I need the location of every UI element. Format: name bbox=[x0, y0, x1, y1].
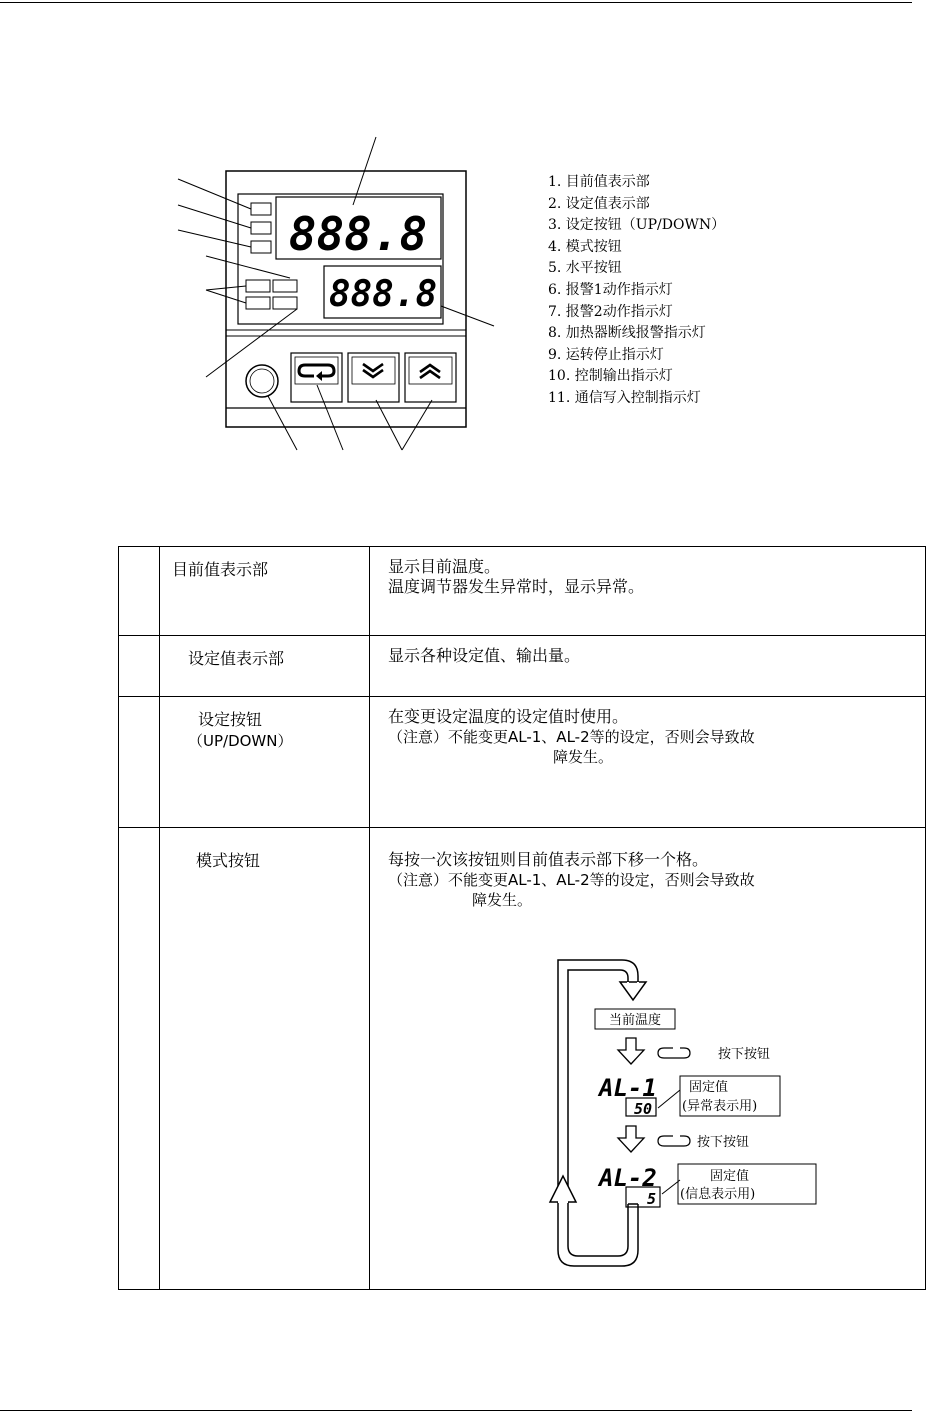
table-row bbox=[119, 636, 926, 697]
arrow-up-icon bbox=[550, 1176, 576, 1202]
legend-item: 2. 设定值表示部 bbox=[548, 195, 650, 212]
top-rule bbox=[0, 2, 912, 3]
indicator-lamp-6 bbox=[246, 297, 270, 309]
indicator-lamp-3 bbox=[251, 241, 271, 253]
pv-digits: 888.8 bbox=[288, 207, 428, 261]
double-chevron-down-icon bbox=[363, 364, 383, 377]
legend-item: 8. 加热器断线报警指示灯 bbox=[548, 325, 706, 342]
part-name: 设定按钮 bbox=[198, 710, 263, 729]
part-name: 目前值表示部 bbox=[172, 560, 269, 579]
al1-value: 50 bbox=[633, 1100, 652, 1118]
indicator-lamp-2 bbox=[251, 222, 271, 234]
bottom-rule bbox=[0, 1410, 912, 1411]
part-name: 模式按钮 bbox=[196, 851, 261, 870]
press-button-label: 按下按钮 bbox=[718, 1047, 771, 1062]
part-description: 显示各种设定值、输出量。 bbox=[388, 646, 581, 665]
table-row bbox=[119, 697, 926, 828]
legend-item: 3. 设定按钮（UP/DOWN） bbox=[548, 217, 726, 234]
sv-digits: 888.8 bbox=[328, 274, 438, 315]
legend-item: 1. 目前值表示部 bbox=[548, 174, 650, 190]
legend-item: 7. 报警2动作指示灯 bbox=[548, 303, 673, 320]
al2-code: AL-2 bbox=[599, 1164, 657, 1192]
svg-text:(异常表示用): (异常表示用) bbox=[682, 1099, 758, 1114]
press-button-label: 按下按钮 bbox=[697, 1135, 750, 1150]
legend-item: 10. 控制输出指示灯 bbox=[548, 368, 673, 385]
legend-item: 11. 通信写入控制指示灯 bbox=[548, 389, 701, 406]
legend-item: 5. 水平按钮 bbox=[548, 260, 622, 277]
svg-text:(信息表示用): (信息表示用) bbox=[680, 1187, 756, 1202]
part-name-sub: （UP/DOWN） bbox=[188, 732, 293, 750]
loop-key-icon bbox=[658, 1048, 690, 1058]
al1-code: AL-1 bbox=[599, 1074, 657, 1102]
indicator-lamp-4 bbox=[246, 280, 270, 292]
step-arrow-icon bbox=[618, 1038, 644, 1064]
parts-legend bbox=[548, 172, 725, 410]
current-temp-label: 当前温度 bbox=[608, 1013, 662, 1028]
part-description: 显示目前温度。 温度调节器发生异常时，显示异常。 bbox=[388, 557, 645, 596]
loop-key-icon bbox=[658, 1136, 690, 1146]
part-description: 每按一次该按钮则目前值表示部下移一个格。 （注意）不能变更AL-1、AL-2等的设定，否则会导致故 障发生。 bbox=[388, 850, 755, 909]
mode-button[interactable] bbox=[291, 353, 342, 402]
indicator-lamp-7 bbox=[273, 297, 297, 309]
controller-diagram bbox=[160, 130, 510, 460]
level-button[interactable] bbox=[246, 365, 278, 397]
part-name: 设定值表示部 bbox=[188, 649, 285, 668]
table-row bbox=[119, 547, 926, 636]
part-description: 在变更设定温度的设定值时使用。 （注意）不能变更AL-1、AL-2等的设定，否则会导致故 障发生。 bbox=[388, 707, 755, 766]
legend-item: 6. 报警1动作指示灯 bbox=[548, 281, 673, 298]
up-button[interactable] bbox=[405, 353, 456, 402]
indicator-lamp-5 bbox=[273, 280, 297, 292]
svg-text:固定值: 固定值 bbox=[689, 1080, 729, 1095]
legend-item: 4. 模式按钮 bbox=[548, 238, 622, 255]
indicator-lamp-1 bbox=[251, 203, 271, 215]
loop-arrow-icon bbox=[299, 365, 334, 376]
double-chevron-up-icon bbox=[420, 365, 440, 378]
legend-item: 9. 运转停止指示灯 bbox=[548, 346, 664, 363]
arrow-down-icon bbox=[620, 982, 646, 1000]
svg-text:固定值: 固定值 bbox=[710, 1169, 750, 1184]
al2-value: 5 bbox=[646, 1190, 656, 1208]
mode-cycle-diagram bbox=[540, 950, 830, 1270]
step-arrow-icon bbox=[618, 1126, 644, 1152]
